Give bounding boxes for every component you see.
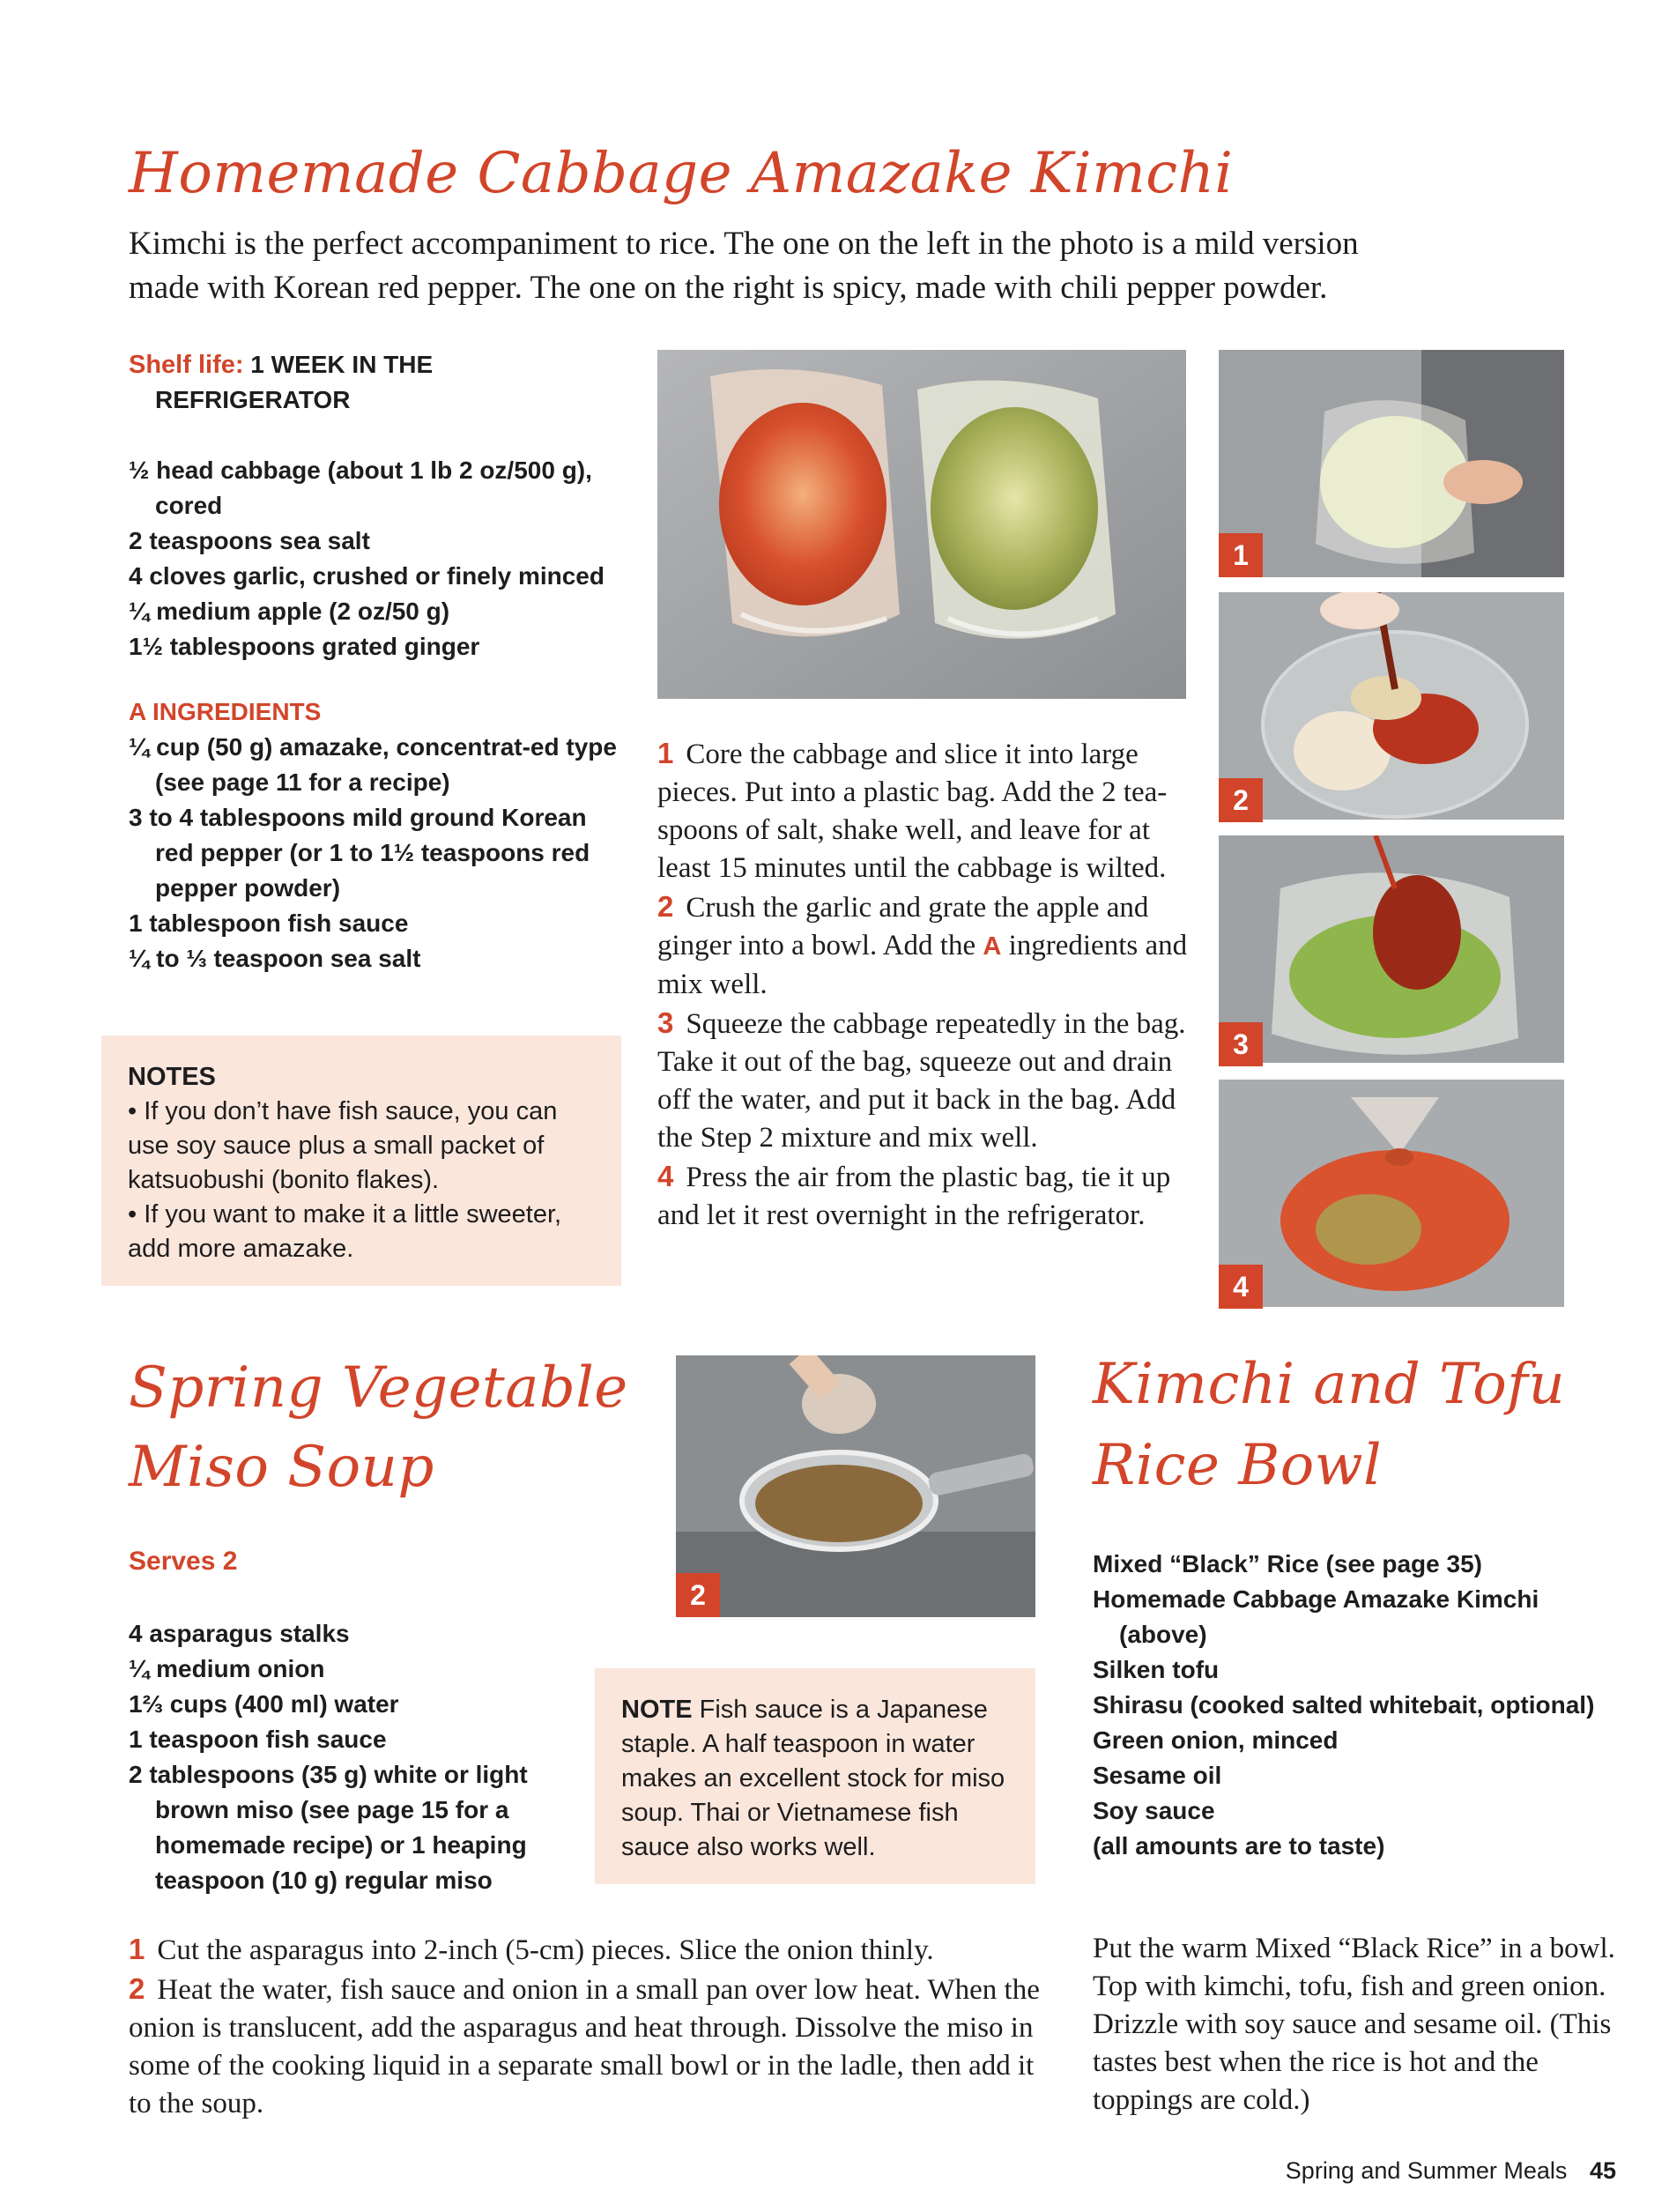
ingredient-item: Green onion, minced xyxy=(1093,1726,1339,1754)
miso-photo-badge: 2 xyxy=(676,1573,720,1617)
bowl-ingredients xyxy=(1093,1547,1604,1864)
notes-heading: NOTES xyxy=(128,1063,216,1091)
kimchi-intro-line1: Kimchi is the perfect accompaniment to rice. The one on the left in the photo is a mild version xyxy=(129,226,1359,262)
ingredient-item: ¼ medium onion xyxy=(129,1655,325,1682)
shelf-life-value-2: REFRIGERATOR xyxy=(155,386,351,413)
shelf-life-label: Shelf life: xyxy=(129,351,244,379)
ingredient-item: Sesame oil xyxy=(1093,1762,1222,1789)
step-number: 4 xyxy=(657,1160,674,1192)
ingredient-item: 1 teaspoon fish sauce xyxy=(129,1726,387,1753)
footer-section: Spring and Summer Meals xyxy=(1285,2157,1568,2184)
step-badge-1: 1 xyxy=(1219,533,1263,577)
miso-step xyxy=(129,1930,1045,1970)
kimchi-step xyxy=(657,734,1195,887)
miso-note-box xyxy=(595,1668,1035,1884)
step-text: Squeeze the cabbage repeatedly in the bag. Take it out of the bag, squeeze out and drain off the water, and put it back in the bag. Add the Step 2 mixture and mix well. xyxy=(657,1008,1186,1154)
ingredient-item: Homemade Cabbage Amazake Kimchi (above) xyxy=(1093,1585,1539,1648)
step-text: Core the cabbage and slice it into large pieces. Put into a plastic bag. Add the 2 tea-spoons of salt, shake well, and leave for at least 15 minutes until the cabbage is wilted. xyxy=(657,739,1168,884)
ingredient-item: 4 asparagus stalks xyxy=(129,1620,350,1647)
step-number: 1 xyxy=(129,1933,145,1965)
kimchi-step xyxy=(657,1004,1195,1157)
miso-pan-photo xyxy=(676,1355,1035,1617)
bowl-method: Put the warm Mixed “Black Rice” in a bowl. Top with kimchi, tofu, fish and green onion. Drizzle with soy sauce and sesame oil. (This tastes best when the rice is hot and the toppings are cold.) xyxy=(1093,1933,1615,2116)
page-number: 45 xyxy=(1589,2157,1616,2184)
shelf-life xyxy=(129,347,622,418)
step-text: Cut the asparagus into 2-inch (5-cm) pieces. Slice the onion thinly. xyxy=(157,1934,934,1966)
step-badge-3: 3 xyxy=(1219,1022,1263,1066)
ingredient-item: ¼ medium apple (2 oz/50 g) xyxy=(129,598,450,625)
step-photo-4 xyxy=(1219,1080,1564,1307)
note-text: Fish sauce is a Japanese staple. A half teaspoon in water makes an excellent stock for miso soup. Thai or Vietnamese fish sauce also works well. xyxy=(621,1696,1005,1861)
miso-steps xyxy=(129,1930,1045,2123)
kimchi-ingredients-column xyxy=(129,347,622,976)
step-text: Crush the garlic and grate the apple and ginger into a bowl. Add the xyxy=(657,892,1149,961)
ingredient-item: Mixed “Black” Rice (see page 35) xyxy=(1093,1550,1482,1577)
kimchi-step xyxy=(657,887,1195,1004)
kimchi-title: Homemade Cabbage Amazake Kimchi xyxy=(129,141,1234,206)
step-number: 2 xyxy=(657,890,674,923)
ingredient-item: 1⅔ cups (400 ml) water xyxy=(129,1690,399,1718)
ingredient-item: 2 teaspoons sea salt xyxy=(129,527,370,554)
step-text: Press the air from the plastic bag, tie it up and let it rest overnight in the refrigerator. xyxy=(657,1162,1171,1231)
step-number: 1 xyxy=(657,737,674,769)
miso-serves: Serves 2 xyxy=(129,1547,238,1576)
note-item: • If you don’t have fish sauce, you can use soy sauce plus a small packet of katsuobushi (bonito flakes). xyxy=(128,1097,558,1194)
miso-title-line1: Spring Vegetable xyxy=(129,1355,628,1421)
page-footer xyxy=(1286,2157,1616,2185)
ingredient-item: ½ head cabbage (about 1 lb 2 oz/500 g), cored xyxy=(129,457,592,519)
step-text: Heat the water, fish sauce and onion in a small pan over low heat. When the onion is translucent, add the asparagus and heat through. Dissolve the miso in some of the cooking liquid in a separate small bowl or in the ladle, then add it to the soup. xyxy=(129,1974,1040,2119)
ingredient-item: Silken tofu xyxy=(1093,1656,1220,1683)
kimchi-step xyxy=(657,1157,1195,1235)
a-marker: A xyxy=(983,932,1002,961)
ingredient-item: 2 tablespoons (35 g) white or light brown miso (see page 15 for a homemade recipe) or 1 heaping teaspoon (10 g) regular miso xyxy=(129,1761,528,1894)
kimchi-bags-photo xyxy=(657,350,1186,699)
kimchi-intro xyxy=(129,222,1583,310)
kimchi-intro-line2: made with Korean red pepper. The one on the right is spicy, made with chili pepper powder. xyxy=(129,270,1328,306)
a-ingredient-item: ¼ to ⅓ teaspoon sea salt xyxy=(129,945,421,972)
step-photo-2 xyxy=(1219,592,1564,820)
note-label: NOTE xyxy=(621,1696,693,1724)
ingredient-item: 4 cloves garlic, crushed or finely minced xyxy=(129,562,605,590)
a-ingredient-item: 1 tablespoon fish sauce xyxy=(129,909,409,937)
step-number: 2 xyxy=(129,1972,145,2005)
miso-title xyxy=(129,1348,628,1507)
kimchi-notes-box xyxy=(101,1035,621,1286)
step-badge-2: 2 xyxy=(1219,778,1263,822)
step-badge-4: 4 xyxy=(1219,1265,1263,1309)
a-ingredient-item: 3 to 4 tablespoons mild ground Korean red pepper (or 1 to 1½ teaspoons red pepper powder) xyxy=(129,804,590,902)
miso-step xyxy=(129,1970,1045,2123)
bowl-title xyxy=(1093,1344,1565,1506)
a-ingredient-item: ¼ cup (50 g) amazake, concentrat-ed type (see page 11 for a recipe) xyxy=(129,733,617,796)
step-photo-3 xyxy=(1219,835,1564,1063)
miso-ingredients xyxy=(129,1616,587,1898)
ingredient-item: (all amounts are to taste) xyxy=(1093,1832,1385,1859)
note-item: • If you want to make it a little sweeter, add more amazake. xyxy=(128,1200,562,1263)
a-ingredients-heading: A INGREDIENTS xyxy=(129,698,322,725)
ingredient-item: Shirasu (cooked salted whitebait, optional) xyxy=(1093,1691,1595,1718)
step-photo-1 xyxy=(1219,350,1564,577)
ingredient-item: 1½ tablespoons grated ginger xyxy=(129,633,480,660)
step-text: ingredients and mix well. xyxy=(657,930,1188,1000)
kimchi-steps xyxy=(657,734,1195,1235)
bowl-title-line2: Rice Bowl xyxy=(1093,1433,1383,1498)
miso-title-line2: Miso Soup xyxy=(129,1435,434,1500)
step-number: 3 xyxy=(657,1006,674,1039)
shelf-life-value-1: 1 WEEK IN THE xyxy=(250,351,434,378)
ingredient-item: Soy sauce xyxy=(1093,1797,1215,1824)
bowl-title-line1: Kimchi and Tofu xyxy=(1093,1352,1566,1417)
